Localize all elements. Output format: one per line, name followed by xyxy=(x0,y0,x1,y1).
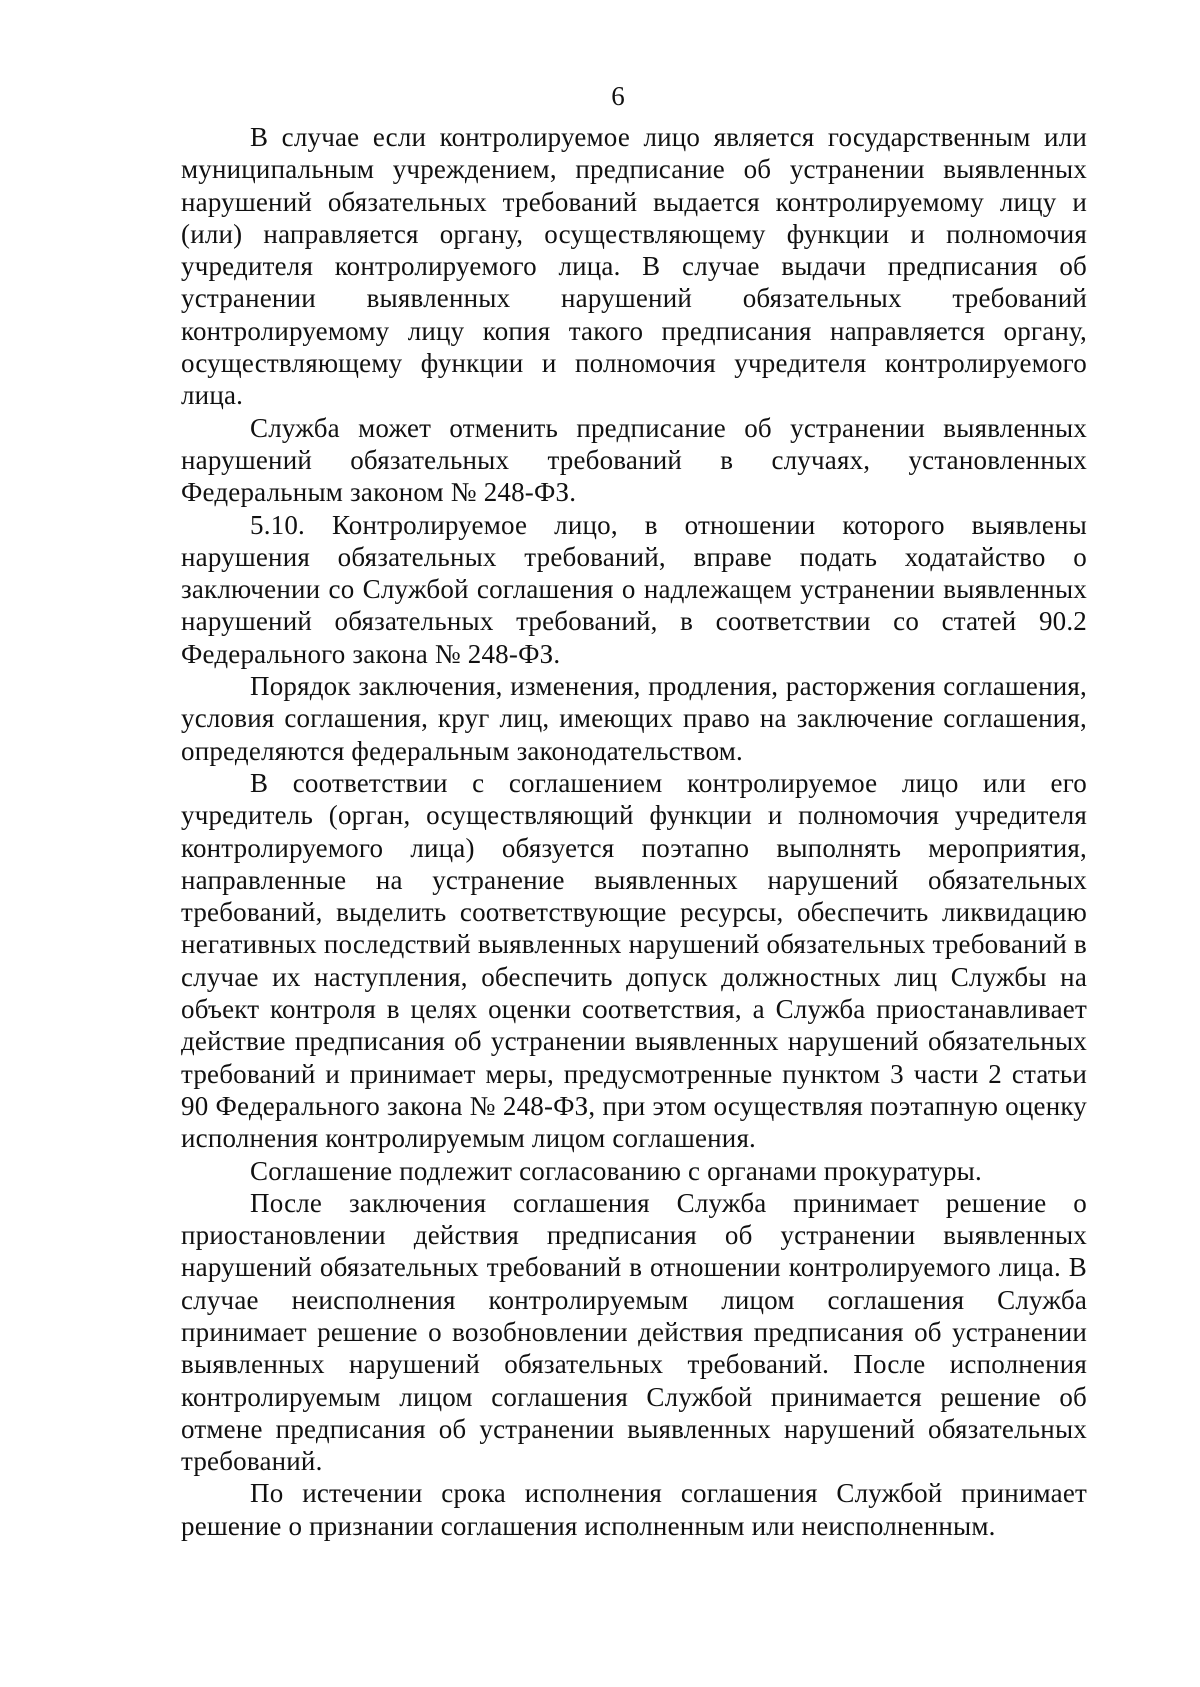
paragraph-5-10-petition: 5.10. Контролируемое лицо, в отношении которого выявлены нарушения обязательных требований, вправе подать ходатайство о заключении со Службой соглашения о надлежащем устранении выявленных нарушений обязательных требований, в соответствии со статей 90.2 Федерального закона № 248-ФЗ. xyxy=(181,509,1087,669)
paragraph-agreement-procedure: Порядок заключения, изменения, продления, расторжения соглашения, условия соглашения, круг лиц, имеющих право на заключение соглашения, определяются федеральным законодательством. xyxy=(181,671,1087,766)
paragraph-suspension-decision: После заключения соглашения Служба принимает решение о приостановлении действия предписания об устранении выявленных нарушений обязательных требований в отношении контролируемого лица. В случае неисполнения контролируемым лицом соглашения Служба принимает решение о возобновлении действия предписания об устранении выявленных нарушений обязательных требований. После исполнения контролируемым лицом соглашения Службой принимается решение об отмене предписания об устранении выявленных нарушений обязательных требований. xyxy=(181,1187,1087,1477)
paragraph-prosecutor-approval: Соглашение подлежит согласованию с органами прокуратуры. xyxy=(250,1155,982,1186)
paragraph-agreement-obligations: В соответствии с соглашением контролируемое лицо или его учредитель (орган, осуществляющий функции и полномочия учредителя контролируемого лица) обязуется поэтапно выполнять мероприятия, направленные на устранение выявленных нарушений обязательных требований, выделить соответствующие ресурсы, обеспечить ликвидацию негативных последствий выявленных нарушений обязательных требований в случае их наступления, обеспечить допуск должностных лиц Службы на объект контроля в целях оценки соответствия, а Служба приостанавливает действие предписания об устранении выявленных нарушений обязательных требований и принимает меры, предусмотренные пунктом 3 части 2 статьи 90 Федерального закона № 248-ФЗ, при этом осуществляя поэтапную оценку исполнения контролируемым лицом соглашения. xyxy=(181,767,1087,1154)
paragraph-state-institution: В случае если контролируемое лицо является государственным или муниципальным учреждением, предписание об устранении выявленных нарушений обязательных требований выдается контролируемому лицу и (или) направляется органу, осуществляющему функции и полномочия учредителя контролируемого лица. В случае выдачи предписания об устранении выявленных нарушений обязательных требований контролируемому лицу копия такого предписания направляется органу, осуществляющему функции и полномочия учредителя контролируемого лица. xyxy=(181,122,1087,411)
paragraph-cancel-order: Служба может отменить предписание об устранении выявленных нарушений обязательных требований в случаях, установленных Федеральным законом № 248-ФЗ. xyxy=(181,412,1087,508)
document-body xyxy=(181,121,1087,1542)
paragraph-expiry-decision: По истечении срока исполнения соглашения Службой принимает решение о признании соглашения исполненным или неисполненным. xyxy=(181,1478,1087,1541)
page-number: 6 xyxy=(611,81,625,111)
